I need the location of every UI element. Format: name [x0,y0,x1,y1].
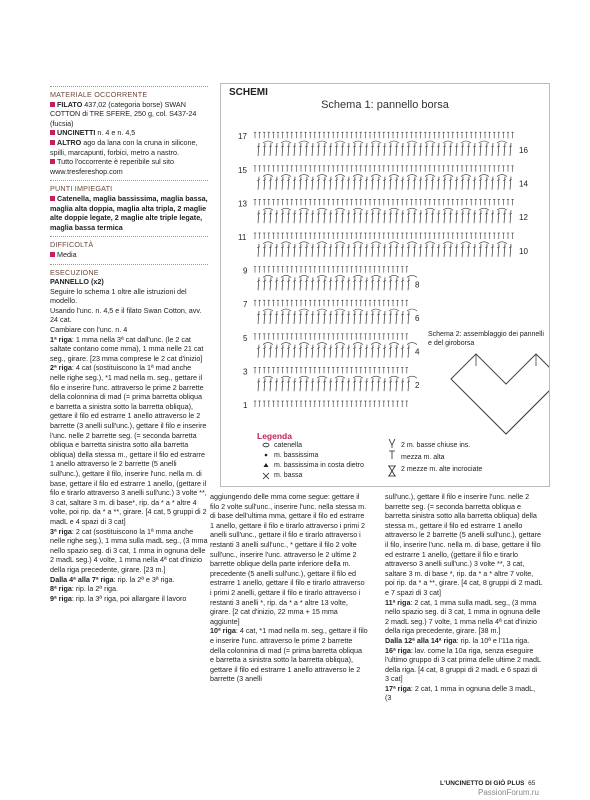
magazine-name: L'UNCINETTO DI GIÒ PLUS [440,780,525,787]
row-number: 13 [238,199,247,209]
row-1: 1ª riga: 1 mma nella 3ª cat dall'unc. (le 2 cat saltate contano come mma), 1 mma nelle 21 cat seg., girare. [23 mma comprese le 2 cat d'inizio] [50,334,204,363]
legend-left [274,441,364,481]
legend-right [401,440,482,476]
legend-item: m. bassa [274,472,303,479]
row-17: 17ª riga: 2 cat, 1 mma in ognuna delle 3 madL, (3 [385,683,536,703]
schemi-box [220,83,550,487]
row-number: 9 [243,266,248,276]
legend-item: mezza m. alta [401,454,445,461]
difficolta-title: DIFFICOLTÀ [50,240,94,250]
row-10: 10ª riga: 4 cat, *1 mad nella m. seg., gettare il filo e inserire l'unc. attraverso le prime 2 barrette della colonnina di mad (= prima barretta obliqua e barretta a sinistra sotto la barretta obliqua), gettare il filo ed estrarre 1 anello attraverso le 2 barrette (3 anelli [210,626,368,684]
left-column [50,82,208,603]
row-number: 8 [415,280,420,290]
legend-item: catenella [274,442,303,449]
row-number: 11 [238,233,247,242]
filato-line: FILATO 437,02 (categoria borse) SWAN COTTON di TRE SFERE, 250 g, col. S437-24 (fucsia) [50,99,197,128]
row-8: 8ª riga: rip. la 2ª riga. [50,584,119,594]
materials-title: MATERIALE OCCORRENTE [50,90,148,99]
row-number: 1 [243,401,248,410]
square-bullet-icon [50,159,55,164]
row-number: 12 [519,213,528,223]
punti-line: Catenella, maglia bassissima, maglia bassa, maglia alta doppia, maglia alta tripla, 2 maglie alte doppie legate, 2 maglie alte triple legate, maglia bassa termica [50,193,208,232]
col3-paragraph: sull'unc.), gettare il filo e inserire l'unc. nelle 2 barrette seg. (= seconda barretta obliqua e barretta sinistra sotto alla barretta obliqua) della stessa m., gettare il filo ed estrarre 1 anello attraverso le 2 barrette (5 anelli sull'unc.), gettare il filo, inserire l'unc. nella m. di base, gettare il filo ed estrarre 1 anello, (gettare il filo e tirarlo attraverso 3 anelli sull'unc.) 3 volte **, 3 cat, saltare 3 m. di base *, rip. da * a * altre 7 volte, poi rip. da * a **, girare. [4 cat, 8 gruppi di 2 madL e 7 spazi di 3 cat] [385,492,543,597]
square-bullet-icon [50,196,55,201]
row-number: 17 [238,132,247,142]
schema2-caption: Schema 2: assemblaggio dei pannelli e del giroborsa [428,331,544,347]
intro-2: Usando l'unc. n. 4,5 e il filato Swan Cotton, avv. 24 cat. [50,305,202,325]
row-number: 2 [415,381,420,391]
divider [50,180,208,181]
row-11: 11ª riga: 2 cat, 1 mma sulla madL seg., (3 mma nello spazio seg. di 3 cat, 1 mma in ognuna delle 2 madL seg.) 7 volte, 1 mma nella 4ª cat d'inizio della riga precedente, girare. [38 m.] [385,597,541,636]
uncinetti-line: UNCINETTI n. 4 e n. 4,5 [50,128,208,138]
row-number: 7 [243,300,248,310]
row-number: 5 [243,333,248,343]
page-number: 65 [528,780,536,787]
row-4-7: Dalla 4ª alla 7ª riga: rip. la 2ª e 3ª riga. [50,574,175,584]
row-number: 16 [519,146,528,155]
pannello-title: PANNELLO (x2) [50,277,104,287]
row-number: 6 [415,314,420,323]
row-number: 3 [243,367,248,377]
crochet-chart [221,84,549,486]
punti-title: PUNTI IMPIEGATI [50,184,113,194]
schemi-title: SCHEMI [229,87,268,98]
divider [50,264,208,265]
row-9: 9ª riga: rip. la 3ª riga, poi allargare il lavoro [50,593,187,603]
difficolta-line: Media [50,250,208,260]
stitch-grid [238,132,528,410]
watermark: PassionForum.ru [478,788,539,797]
legend-item: 2 mezze m. alte incrociate [401,466,483,473]
row-16: 16ª riga: lav. come la 10a riga, senza eseguire l'ultimo gruppo di 3 cat prima delle ultime 2 madL della riga. [4 cat, 8 gruppi di 2 madL e 6 spazi di 3 cat] [385,645,541,684]
col2-paragraph: aggiungendo delle mma come segue: gettare il filo 2 volte sull'unc., inserire l'unc. nella stessa m. di base dell'ultima mma, gettare il filo ed estrarre 1 anello, gettare il filo e tirarlo attraverso i primi 2 anelli sull'unc., gettare il filo e tirarlo attraverso i restanti 3 anelli sull'unc., * gettare il filo 2 volte sull'unc., inserire l'unc. attraverso le 2 ultime 2 barrette oblique della parte inferiore della m. precedente (5 anelli sull'unc.), gettare il filo ed estrarre 1 anello, gettare il filo e tirarlo attraverso i primi 2 anelli, gettare il filo e tirarlo attraverso i restanti 3 anelli *, rip. da * a * altre 13 volte, girare. [2 cat d'inizio, 22 mma + 15 mma aggiunte] [210,492,367,626]
altro-line: ALTRO ago da lana con la cruna in silicone, spilli, marcapunti, forbici, metro a nastro. [50,137,198,157]
divider [50,86,208,87]
row-number: 10 [519,246,528,256]
schema2-assembly-diagram [451,354,549,434]
row-number: 14 [519,179,528,189]
page-footer [440,780,535,787]
legend-item: m. bassissima [274,452,319,459]
square-bullet-icon [50,102,55,107]
square-bullet-icon [50,140,55,145]
square-bullet-icon [50,130,55,135]
esecuzione-title: ESECUZIONE [50,267,99,277]
materials-note: Tutto l'occorrente è reperibile sul sito www.tresfereshop.com [50,157,174,176]
row-3: 3ª riga: 2 cat (sostituiscono la 1ª mma anche nelle righe seg.), 1 mma sulla madL seg., (3 mma nello spazio seg. di 3 cat, 1 mma in ognuna delle 2 madL seg.) 4 volte, 1 mma nella 4ª cat d'inizio della riga precedente, girare. [23 m.] [50,526,208,574]
intro-3: Cambiare con l'unc. n. 4 [50,325,128,335]
row-number: 4 [415,347,420,357]
row-2: 2ª riga: 4 cat (sostituiscono la 1ª mad anche nelle righe seg.), *1 mad nella m. seg., gettare il filo e inserire l'unc. attraverso le prime 2 barrette della colonnina di mad (= prima barretta obliqua e barretta a sinistra sotto la barretta obliqua), gettare il filo ed estrarre 1 anello attraverso le 2 barrette (3 anelli sull'unc.), gettare il filo e inserire l'unc. nelle 2 barrette seg. (= seconda barretta obliqua e barretta sinistra sotto alla barretta obliqua) della stessa m., gettare il filo ed estrarre 1 anello attraverso le 2 barrette (5 anelli sull'unc.), gettare il filo, inserire l'unc. nella m. di base, gettare il filo ed estrarre 1 anello, (gettare il filo e tirarlo attraverso 3 anelli sull'unc.) 3 volte **, 3 cat, saltare 3 m. di base*, rip. da * a * altre 4 volte, poi rip. da * a **, girare. [4 cat, 5 gruppi di 2 madL e 4 spazi di 3 cat] [50,363,207,526]
row-number: 15 [238,165,247,175]
column-2 [210,492,368,684]
divider [50,236,208,237]
row-12-14: Dalla 12ª alla 14ª riga: rip. la 10ª e l'11a riga. [385,635,530,645]
square-bullet-icon [50,252,55,257]
intro-1: Seguire lo schema 1 oltre alle istruzioni del modello. [50,286,187,306]
legend-title: Legenda [257,431,292,441]
legend-item: m. bassissima in costa dietro [274,462,364,469]
legend-item: 2 m. basse chiuse ins. [401,442,471,449]
schema1-title: Schema 1: pannello borsa [321,99,449,111]
column-3 [385,492,543,703]
